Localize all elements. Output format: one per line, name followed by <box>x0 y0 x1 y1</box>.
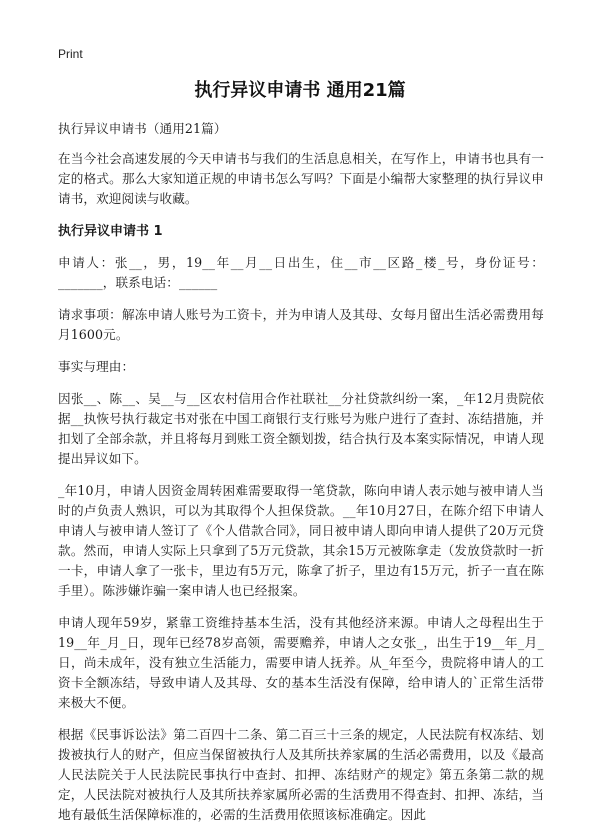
intro-paragraph: 在当今社会高速发展的今天申请书与我们的生活息息相关，在写作上，申请书也具有一定的格式。那么大家知道正规的申请书怎么写吗？下面是小编帮大家整理的执行异议申请书，欢迎阅读与收藏。 <box>58 151 544 206</box>
request-paragraph: 请求事项：解冻申请人账号为工资卡，并为申请人及其母、女每月留出生活必需费用每月1600元。 <box>58 307 544 342</box>
body-paragraph: 根据《民事诉讼法》第二百四十二条、第二百三十三条的规定，人民法院有权冻结、划拨被执行人的财产，但应当保留被执行人及其所扶养家属的生活必需费用，以及《最高人民法院关于人民法院民事执行中查封、扣押、冻结财产的规定》第五条第二款的规定，人民法院对被执行人及其所扶养家属所必需的生活费用不得查封、扣押、冻结，当地有最低生活保障标准的，必需的生活费用依照该标准确定。因此 <box>58 727 544 822</box>
section-heading: 执行异议申请书 1 <box>58 224 163 239</box>
applicant-info-paragraph: 申请人：张__，男，19__年__月__日出生，住__市__区路_楼_号，身份证号：_______，联系电话：______ <box>58 255 544 290</box>
facts-heading-paragraph: 事实与理由： <box>58 359 135 374</box>
page-title: 执行异议申请书 通用21篇 <box>194 80 406 101</box>
print-link[interactable]: Print <box>58 47 83 61</box>
body-paragraph: _年10月，申请人因资金周转困难需要取得一笔贷款，陈向申请人表示她与被申请人当时的卢负责人熟识，可以为其取得个人担保贷款。__年10月27日，在陈介绍下申请人申请人与被申请人签订了《个人借款合同》，同日被申请人即向申请人提供了20万元贷款。然而，申请人实际上只拿到了5万元贷款，其余15万元被陈拿走（发放贷款时一折一卡，申请人拿了一张卡，里边有5万元，陈拿了折子，里边有15万元，折子一直在陈手里）。陈涉嫌诈骗一案申请人也已经报案。 <box>58 483 544 598</box>
body-paragraph: 因张__、陈__、吴__与__区农村信用合作社联社__分社贷款纠纷一案，_年12月贵院依据__执恢号执行裁定书对张在中国工商银行支行账号为账户进行了查封、冻结措施，并扣划了全部余款，并且将每月到账工资全额划拨，结合执行及本案实际情况，申请人现提出异议如下。 <box>58 391 544 466</box>
document-body <box>58 119 544 837</box>
body-paragraph: 申请人现年59岁，紧靠工资维持基本生活，没有其他经济来源。申请人之母程出生于19__年_月_日，现年已经78岁高领，需要赡养，申请人之女张_，出生于19__年_月_日，尚未成年，没有独立生活能力，需要申请人抚养。从_年至今，贵院将申请人的工资卡全额冻结，导致申请人及其母、女的基本生活没有保障，给申请人的`正常生活带来极大不便。 <box>58 615 544 710</box>
document-subtitle: 执行异议申请书（通用21篇） <box>58 121 227 136</box>
